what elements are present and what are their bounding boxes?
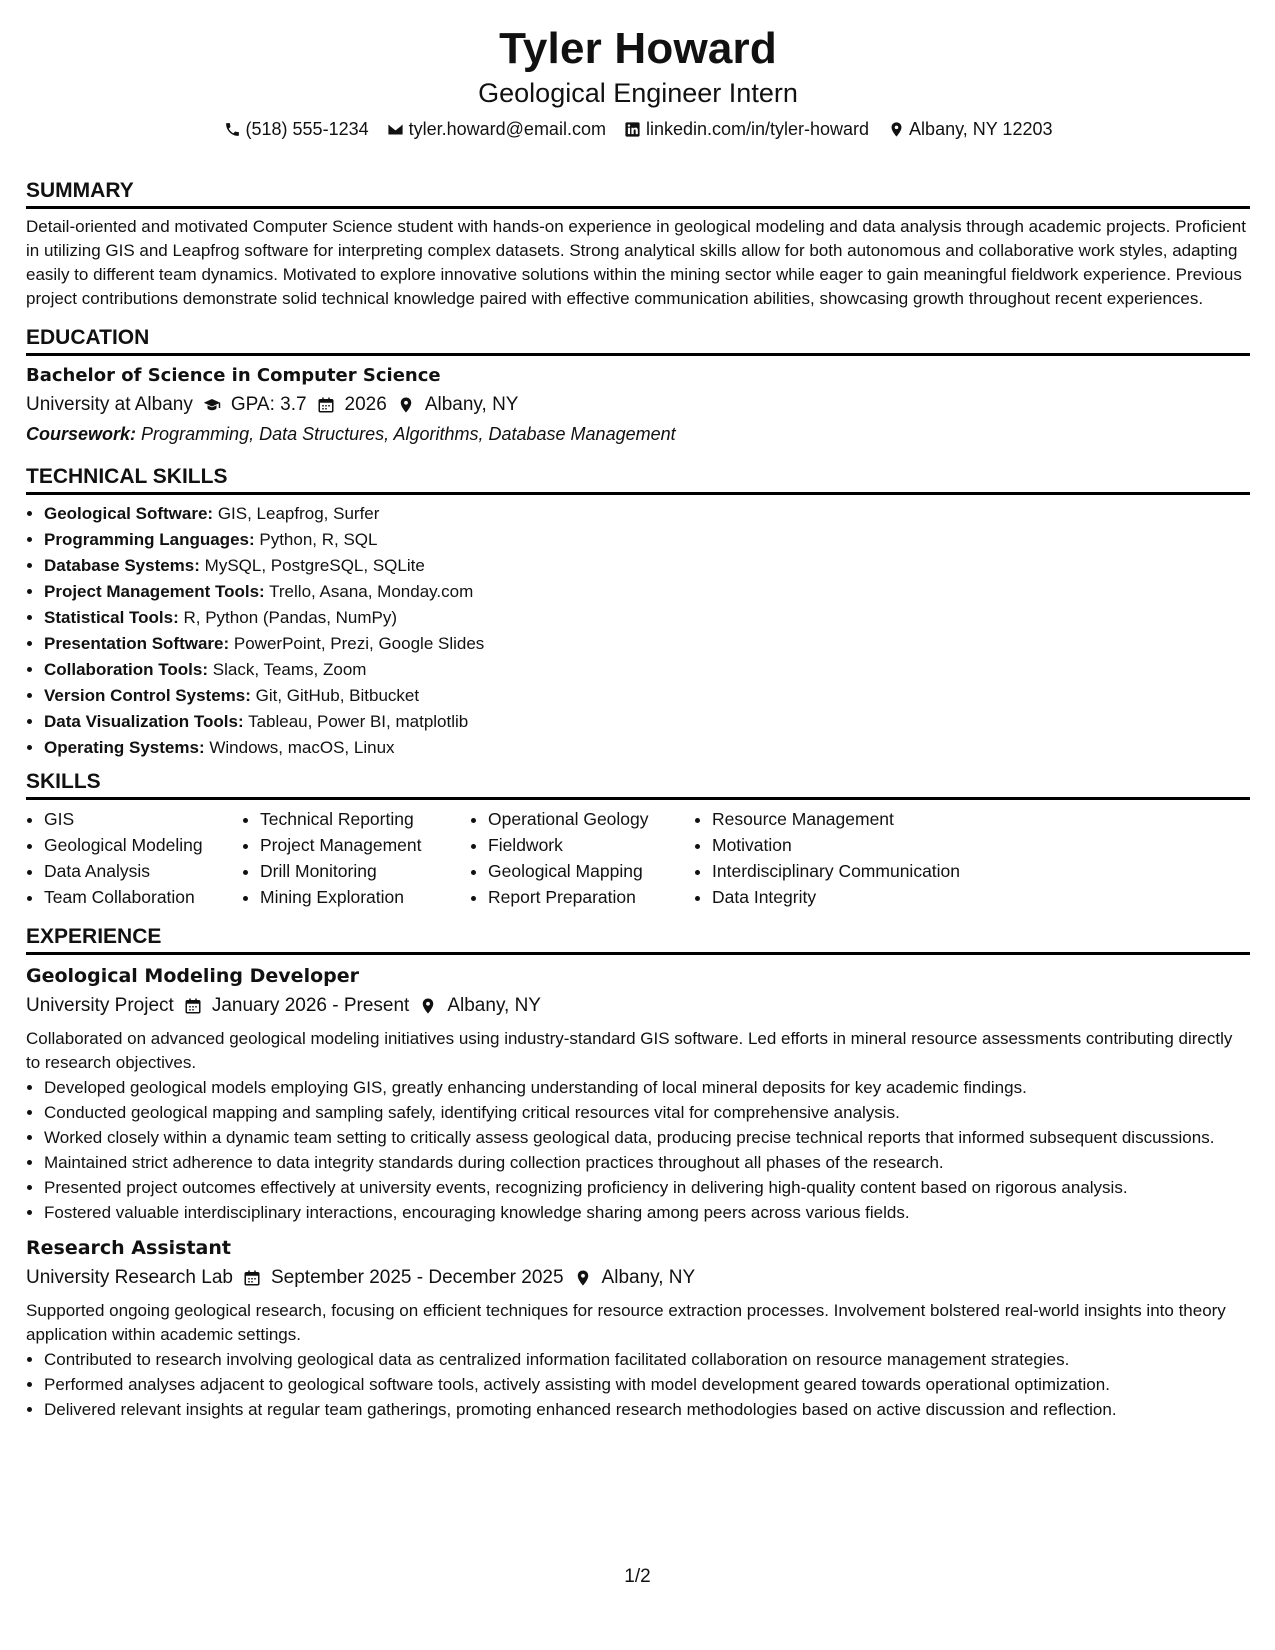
contact-email[interactable]: [387, 118, 606, 140]
calendar-icon: [317, 396, 335, 414]
job-description: Collaborated on advanced geological modeling initiatives using industry-standard GIS software. Led efforts in mineral resource assessments contributing directly to research objectives.: [26, 1029, 1233, 1072]
list-item: • Data Integrity: [712, 884, 1032, 910]
map-pin-icon: [887, 120, 905, 138]
skill-label: Statistical Tools:: [44, 608, 179, 627]
list-item: • Performed analyses adjacent to geological software tools, actively assisting with model development geared towards operational optimization.: [44, 1372, 1250, 1397]
skill-value: MySQL, PostgreSQL, SQLite: [204, 556, 425, 575]
job-description: Supported ongoing geological research, focusing on efficient techniques for resource extraction processes. Involvement bolstered real-world insights into theory application within academic settings.: [26, 1301, 1226, 1344]
job-dates: January 2026 - Present: [211, 995, 410, 1016]
skill-label: Data Visualization Tools:: [44, 712, 244, 731]
contact-location: [887, 118, 1052, 140]
list-item: • Developed geological models employing GIS, greatly enhancing understanding of local mineral deposits for key academic findings.: [44, 1075, 1250, 1100]
section-title-summary: SUMMARY: [26, 170, 1250, 209]
job-location: Albany, NY: [601, 1267, 696, 1288]
summary-section: [26, 170, 1250, 311]
list-item: [44, 657, 1250, 683]
skill-value: GIS, Leapfrog, Surfer: [217, 504, 380, 523]
job-bullets: [26, 1075, 1250, 1225]
skill-value: Windows, macOS, Linux: [209, 738, 395, 757]
list-item: • Drill Monitoring: [260, 858, 470, 884]
list-item: • Worked closely within a dynamic team setting to critically assess geological data, producing precise technical reports that informed subsequent discussions.: [44, 1125, 1250, 1150]
job-entry: [26, 1233, 1250, 1422]
list-item: • Interdisciplinary Communication: [712, 858, 1032, 884]
skill-value: Tableau, Power BI, matplotlib: [248, 712, 469, 731]
skill-value: Python, R, SQL: [259, 530, 378, 549]
list-item: • Fieldwork: [488, 832, 694, 858]
gpa: GPA: 3.7: [230, 394, 307, 415]
list-item: [44, 553, 1250, 579]
list-item: • Data Analysis: [44, 858, 242, 884]
section-title-education: EDUCATION: [26, 317, 1250, 356]
skill-label: Version Control Systems:: [44, 686, 251, 705]
calendar-icon: [184, 997, 202, 1015]
skill-value: PowerPoint, Prezi, Google Slides: [233, 634, 485, 653]
skills-column: [242, 806, 470, 910]
education-meta: [26, 390, 1250, 420]
list-item: [44, 579, 1250, 605]
list-item: [44, 501, 1250, 527]
list-item: • Geological Modeling: [44, 832, 242, 858]
skill-label: Database Systems:: [44, 556, 200, 575]
candidate-name: Tyler Howard: [499, 24, 777, 73]
job-org: University Research Lab: [26, 1267, 233, 1288]
list-item: [44, 709, 1250, 735]
skills-column: [470, 806, 694, 910]
graduation-year: 2026: [344, 394, 387, 415]
list-item: • Team Collaboration: [44, 884, 242, 910]
section-title-experience: EXPERIENCE: [26, 916, 1250, 955]
resume-header: [26, 22, 1250, 140]
list-item: [44, 527, 1250, 553]
map-pin-icon: [574, 1269, 592, 1287]
skills-column: [26, 806, 242, 910]
candidate-role: Geological Engineer Intern: [478, 78, 798, 108]
phone-icon: [224, 120, 242, 138]
contact-line: [26, 118, 1250, 140]
list-item: • Technical Reporting: [260, 806, 470, 832]
skill-value: Trello, Asana, Monday.com: [269, 582, 474, 601]
contact-linkedin[interactable]: [624, 118, 869, 140]
graduation-cap-icon: [203, 396, 221, 414]
list-item: • Maintained strict adherence to data integrity standards during collection practices throughout all phases of the research.: [44, 1150, 1250, 1175]
school-name: University at Albany: [26, 394, 193, 415]
list-item: • Report Preparation: [488, 884, 694, 910]
job-location: Albany, NY: [447, 995, 541, 1016]
job-meta: [26, 1263, 1250, 1293]
list-item: • Resource Management: [712, 806, 1032, 832]
section-title-technical-skills: TECHNICAL SKILLS: [26, 456, 1250, 495]
skill-label: Presentation Software:: [44, 634, 230, 653]
coursework-text: Programming, Data Structures, Algorithms, Database Management: [141, 424, 676, 444]
coursework-line: [26, 420, 1250, 448]
skills-section: [26, 761, 1250, 910]
section-title-skills: SKILLS: [26, 761, 1250, 800]
contact-email-text: tyler.howard@email.com: [408, 119, 606, 139]
list-item: • Geological Mapping: [488, 858, 694, 884]
list-item: • Operational Geology: [488, 806, 694, 832]
map-pin-icon: [397, 396, 415, 414]
degree-title: Bachelor of Science in Computer Science: [26, 365, 441, 386]
job-org: University Project: [26, 995, 174, 1016]
list-item: [44, 683, 1250, 709]
list-item: • Mining Exploration: [260, 884, 470, 910]
skills-column: [694, 806, 1032, 910]
skill-value: R, Python (Pandas, NumPy): [183, 608, 398, 627]
calendar-icon: [243, 1269, 261, 1287]
contact-linkedin-text: linkedin.com/in/tyler-howard: [645, 119, 870, 139]
experience-section: [26, 916, 1250, 1422]
linkedin-icon: [624, 120, 642, 138]
skill-value: Git, GitHub, Bitbucket: [255, 686, 420, 705]
job-title: Geological Modeling Developer: [26, 965, 359, 987]
list-item: • Motivation: [712, 832, 1032, 858]
job-bullets: [26, 1347, 1250, 1422]
list-item: [44, 631, 1250, 657]
job-title: Research Assistant: [26, 1237, 231, 1259]
resume-page: [26, 22, 1250, 1422]
skill-label: Operating Systems:: [44, 738, 205, 757]
skill-value: Slack, Teams, Zoom: [212, 660, 367, 679]
contact-phone: [224, 118, 369, 140]
map-pin-icon: [419, 997, 437, 1015]
education-location: Albany, NY: [424, 394, 519, 415]
list-item: [44, 605, 1250, 631]
list-item: • Presented project outcomes effectively at university events, recognizing proficiency in delivering high-quality content based on rigorous analysis.: [44, 1175, 1250, 1200]
list-item: • Contributed to research involving geological data as centralized information facilitated collaboration on resource management strategies.: [44, 1347, 1250, 1372]
job-entry: [26, 961, 1250, 1225]
list-item: • Fostered valuable interdisciplinary interactions, encouraging knowledge sharing among peers across various fields.: [44, 1200, 1250, 1225]
list-item: • Project Management: [260, 832, 470, 858]
technical-skills-section: [26, 456, 1250, 761]
technical-skills-list: [26, 501, 1250, 761]
summary-text: Detail-oriented and motivated Computer Science student with hands-on experience in geological modeling and data analysis through academic projects. Proficient in utilizing GIS and Leapfrog software for interpreting complex datasets. Strong analytical skills allow for both autonomous and collaborative work styles, adapting easily to different team dynamics. Motivated to explore innovative solutions within the mining sector while eager to gain meaningful fieldwork experience. Previous project contributions demonstrate solid technical knowledge paired with effective communication abilities, showcasing growth throughout recent experiences.: [26, 217, 1246, 308]
job-dates: September 2025 - December 2025: [270, 1267, 564, 1288]
skill-label: Programming Languages:: [44, 530, 255, 549]
list-item: • Delivered relevant insights at regular team gatherings, promoting enhanced research methodologies based on active discussion and reflection.: [44, 1397, 1250, 1422]
skill-label: Project Management Tools:: [44, 582, 265, 601]
education-section: [26, 317, 1250, 448]
job-meta: [26, 991, 1250, 1021]
skills-grid: [26, 806, 1250, 910]
envelope-icon: [387, 120, 405, 138]
skill-label: Geological Software:: [44, 504, 214, 523]
page-number: 1/2: [624, 1566, 651, 1587]
coursework-label: Coursework:: [26, 424, 137, 444]
skill-label: Collaboration Tools:: [44, 660, 209, 679]
list-item: [44, 735, 1250, 761]
contact-phone-text: (518) 555-1234: [245, 119, 369, 139]
list-item: • GIS: [44, 806, 242, 832]
contact-location-text: Albany, NY 12203: [909, 119, 1053, 139]
list-item: • Conducted geological mapping and sampling safely, identifying critical resources vital for comprehensive analysis.: [44, 1100, 1250, 1125]
